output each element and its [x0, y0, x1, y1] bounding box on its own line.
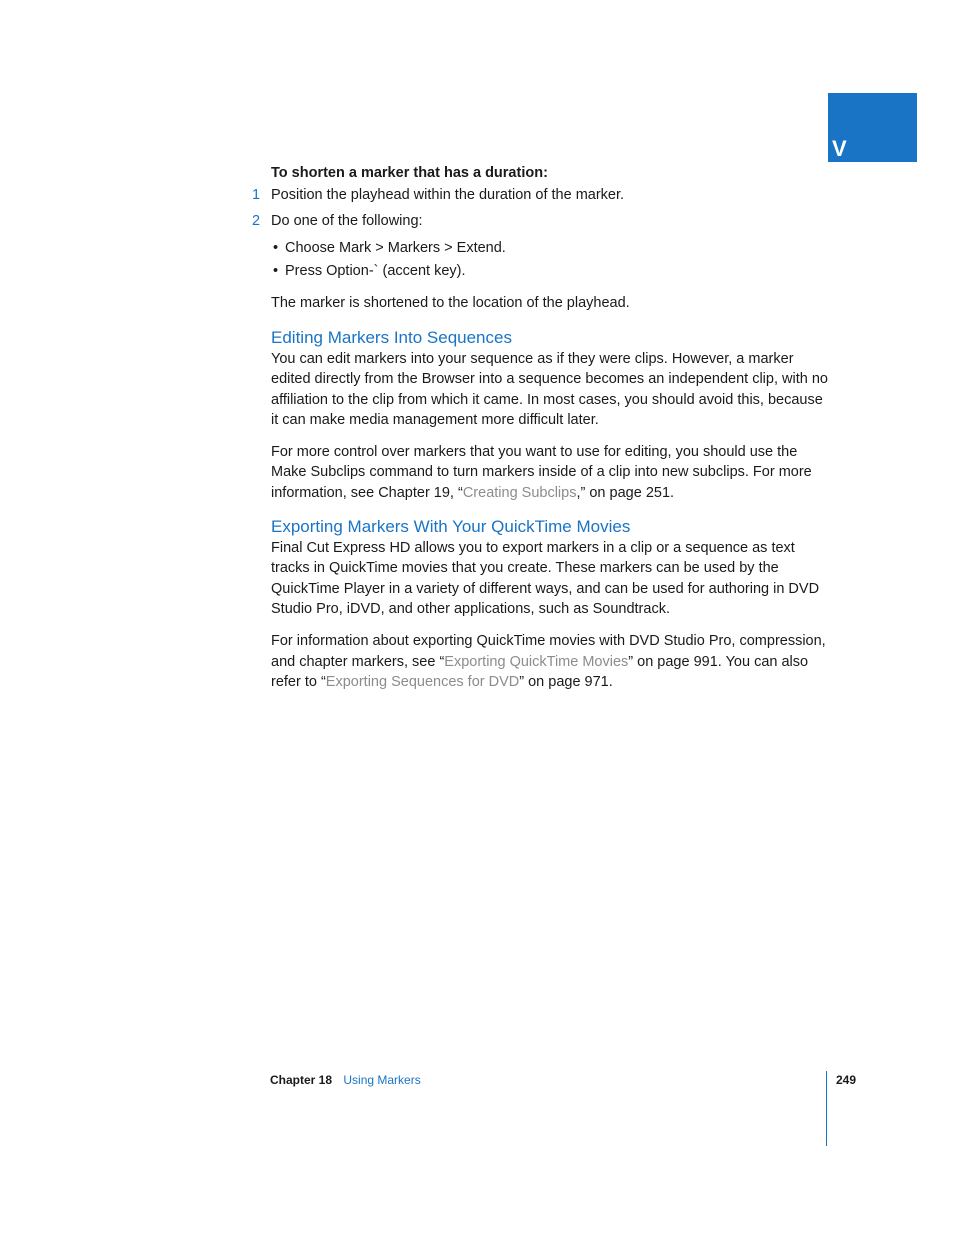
page-footer	[270, 1071, 421, 1089]
bullet-icon: •	[273, 240, 279, 256]
chapter-tab	[828, 93, 917, 162]
chapter-tab-label: V	[832, 136, 847, 161]
page-number: 249	[836, 1073, 857, 1087]
bullet-icon: •	[273, 263, 279, 279]
step-text: Position the playhead within the duration of the marker.	[271, 187, 625, 203]
paragraph-text: ,” on page 251.	[576, 484, 675, 501]
paragraph: Final Cut Express HD allows you to export markers in a clip or a sequence as text tracks in QuickTime movies that you create. These markers can be used by the QuickTime Player in a variety of different ways, and can be used for authoring in DVD Studio Pro, iDVD, and other applications, such as Soundtrack.	[271, 540, 820, 617]
task-heading: To shorten a marker that has a duration:	[271, 165, 548, 181]
paragraph-text: ” on page 971.	[519, 673, 613, 690]
section-heading-exporting-markers: Exporting Markers With Your QuickTime Movies	[271, 517, 631, 537]
footer-chapter-title-link[interactable]: Using Markers	[343, 1073, 421, 1087]
paragraph	[271, 631, 831, 692]
link-creating-subclips[interactable]: Creating Subclips	[462, 484, 577, 501]
paragraph-text: For more control over markers that you want to use for editing, you should use the Make Subclips command to turn markers inside of a clip into new subclips. For more information, see Chapter 19, “	[271, 444, 812, 501]
section-heading-editing-markers: Editing Markers Into Sequences	[271, 328, 512, 347]
list-item-text: Press Option-` (accent key).	[285, 263, 466, 279]
paragraph-text: For information about exporting QuickTime movies with DVD Studio Pro, compression, and chapter markers, see “	[271, 633, 826, 670]
step-number: 2	[252, 213, 261, 229]
list-item	[271, 237, 831, 259]
footer-divider	[826, 1071, 827, 1146]
paragraph: You can edit markers into your sequence as if they were clips. However, a marker edited directly from the Browser into a sequence becomes an independent clip, with no affiliation to the clip from which it came. In most cases, you should avoid this, because it can make media management more difficult later.	[271, 351, 828, 428]
step-2	[252, 210, 831, 232]
list-item	[271, 260, 831, 282]
page-content	[252, 162, 831, 692]
step-number: 1	[252, 187, 261, 203]
link-exporting-quicktime-movies[interactable]: Exporting QuickTime Movies	[444, 653, 629, 670]
option-list	[271, 237, 831, 282]
step-1	[252, 184, 831, 206]
footer-chapter: Chapter 18	[270, 1073, 333, 1087]
step-text: Do one of the following:	[271, 213, 423, 229]
link-exporting-sequences-for-dvd[interactable]: Exporting Sequences for DVD	[325, 673, 520, 690]
list-item-text: Choose Mark > Markers > Extend.	[285, 240, 506, 256]
paragraph	[271, 442, 831, 503]
paragraph-text: ” on page 991. You can also refer to “	[271, 653, 809, 690]
task-result: The marker is shortened to the location of the playhead.	[271, 295, 630, 311]
